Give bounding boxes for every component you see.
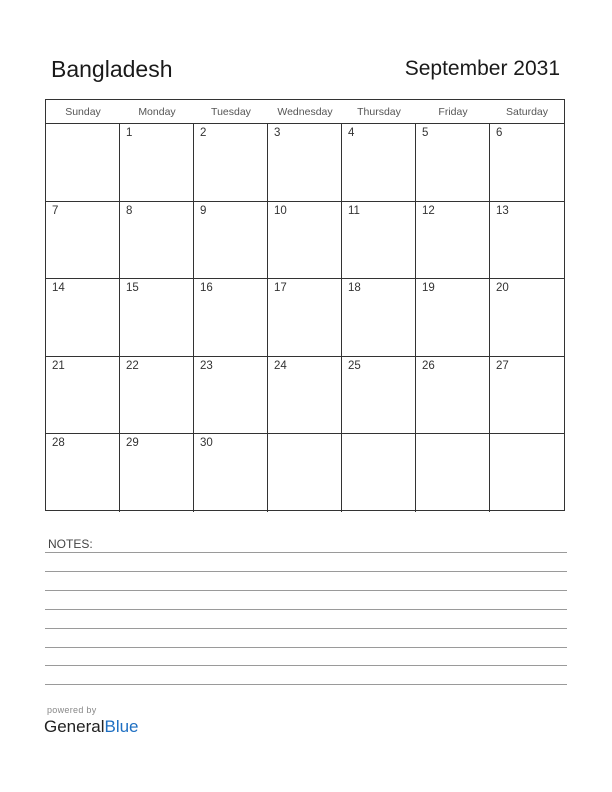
day-cell[interactable] [120, 357, 194, 435]
weekday-monday: Monday [138, 106, 176, 118]
brand-general: General [44, 717, 105, 736]
day-number: 13 [496, 204, 509, 217]
day-number: 24 [274, 359, 287, 372]
day-cell[interactable] [342, 357, 416, 435]
day-number: 29 [126, 437, 139, 449]
day-number: 28 [52, 437, 65, 449]
country-title: Bangladesh [51, 56, 173, 82]
day-number: 30 [200, 437, 213, 449]
weekday-tuesday: Tuesday [211, 106, 251, 118]
calendar-grid [45, 99, 565, 511]
day-cell[interactable] [490, 202, 564, 280]
day-cell[interactable] [120, 202, 194, 280]
notes-line [45, 552, 567, 553]
day-number: 18 [348, 282, 361, 294]
notes-line [45, 590, 567, 591]
day-cell[interactable] [194, 202, 268, 280]
day-number: 26 [422, 359, 435, 372]
day-cell[interactable] [46, 124, 120, 202]
day-number: 14 [52, 282, 65, 294]
day-cell[interactable] [46, 434, 120, 512]
day-cell[interactable] [194, 357, 268, 435]
day-cell[interactable] [46, 202, 120, 280]
day-cell[interactable] [416, 434, 490, 512]
notes-line [45, 628, 567, 629]
notes-line [45, 684, 567, 685]
day-number: 2 [200, 127, 207, 139]
day-cell[interactable] [120, 434, 194, 512]
day-number: 27 [496, 359, 509, 372]
day-cell[interactable] [268, 124, 342, 202]
powered-by-text: powered by [47, 705, 97, 715]
day-cell[interactable] [120, 124, 194, 202]
day-number: 23 [200, 359, 213, 372]
day-cell[interactable] [46, 357, 120, 435]
day-number: 22 [126, 359, 139, 372]
weekday-thursday: Thursday [357, 106, 401, 118]
day-cell[interactable] [194, 124, 268, 202]
day-number: 4 [348, 127, 355, 139]
notes-line [45, 609, 567, 610]
day-cell[interactable] [342, 202, 416, 280]
day-number: 21 [52, 359, 65, 372]
day-cell[interactable] [490, 124, 564, 202]
day-number: 19 [422, 282, 435, 294]
day-number: 7 [52, 204, 59, 217]
day-number: 9 [200, 204, 207, 217]
weekday-friday: Friday [438, 106, 468, 118]
day-cell[interactable] [416, 357, 490, 435]
day-cell[interactable] [490, 357, 564, 435]
day-cell[interactable] [268, 279, 342, 357]
weekday-saturday: Saturday [505, 106, 549, 118]
day-number: 3 [274, 127, 281, 139]
day-number: 15 [126, 282, 139, 294]
day-cell[interactable] [46, 279, 120, 357]
day-cell[interactable] [268, 202, 342, 280]
day-cell[interactable] [490, 279, 564, 357]
day-cell[interactable] [416, 124, 490, 202]
day-number: 1 [126, 127, 133, 139]
day-number: 12 [422, 204, 435, 217]
day-cell[interactable] [342, 124, 416, 202]
day-cell[interactable] [342, 434, 416, 512]
day-cell[interactable] [342, 279, 416, 357]
day-number: 8 [126, 204, 133, 217]
day-number: 10 [274, 204, 287, 217]
day-cell[interactable] [490, 434, 564, 512]
day-number: 20 [496, 282, 509, 294]
weekday-wednesday: Wednesday [277, 106, 333, 118]
weekday-header-row [46, 100, 564, 124]
day-cell[interactable] [194, 279, 268, 357]
day-cell[interactable] [268, 357, 342, 435]
brand-blue: Blue [104, 717, 139, 736]
day-cell[interactable] [120, 279, 194, 357]
weekday-sunday: Sunday [65, 106, 101, 118]
month-year-title: September 2031 [404, 57, 560, 80]
day-cell[interactable] [416, 202, 490, 280]
day-cell[interactable] [268, 434, 342, 512]
day-number: 5 [422, 127, 429, 139]
day-number: 17 [274, 282, 287, 294]
notes-line [45, 665, 567, 666]
day-number: 11 [348, 204, 360, 217]
day-number: 16 [200, 282, 213, 294]
notes-line [45, 647, 567, 648]
day-cells [46, 124, 564, 510]
day-cell[interactable] [416, 279, 490, 357]
notes-label: NOTES: [48, 537, 93, 551]
notes-line [45, 571, 567, 572]
day-number: 25 [348, 359, 361, 372]
day-cell[interactable] [194, 434, 268, 512]
day-number: 6 [496, 127, 503, 139]
generalblue-logo[interactable] [44, 717, 139, 737]
